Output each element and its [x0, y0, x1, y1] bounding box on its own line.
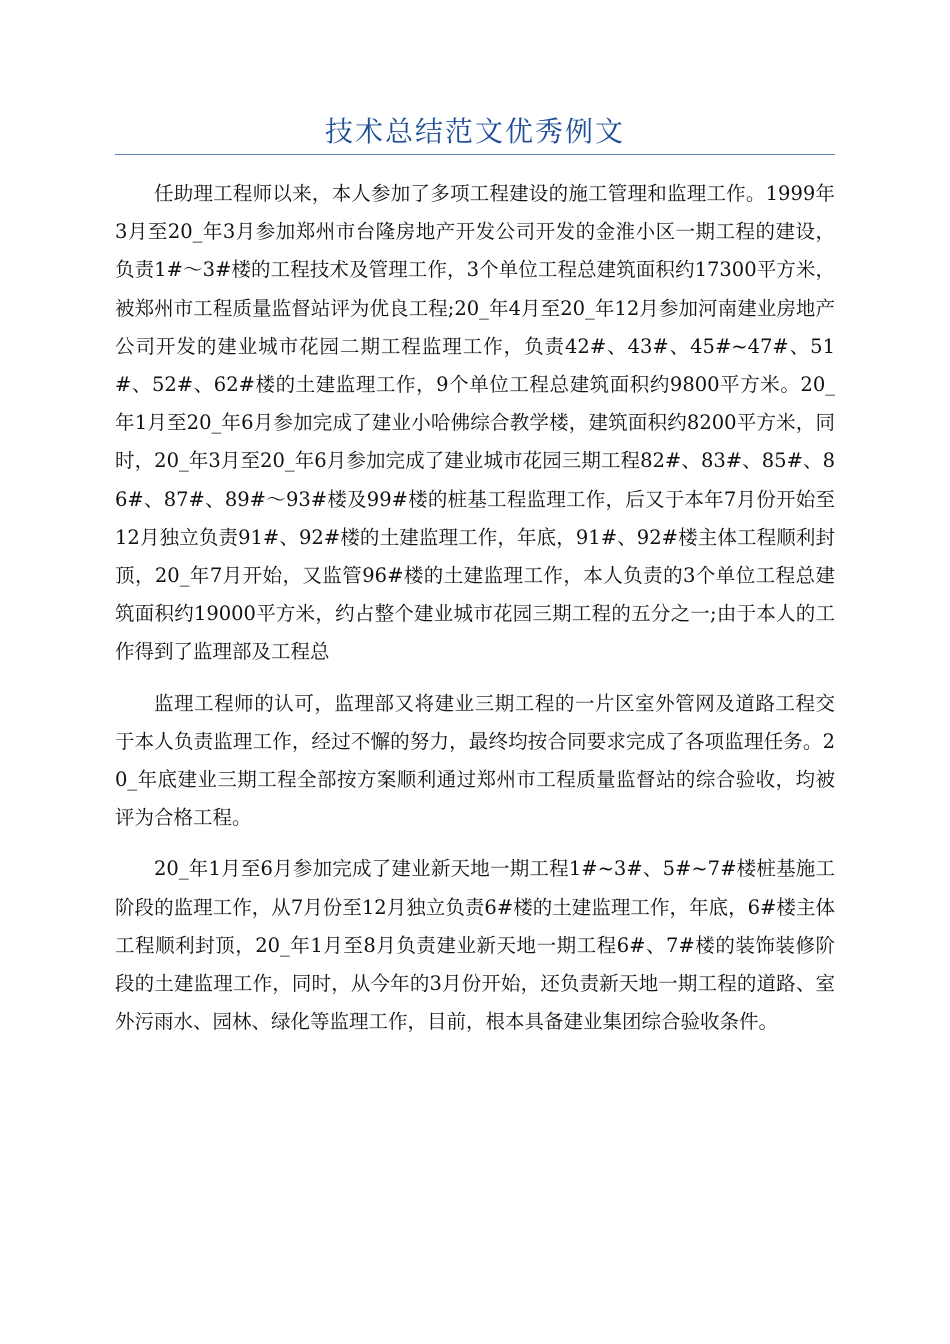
- paragraph-3: 20_年1月至6月参加完成了建业新天地一期工程1#~3#、5#~7#楼桩基施工阶段的监理工作，从7月份至12月独立负责6#楼的土建监理工作，年底，6#楼主体工程顺利封顶，20_年1月至8月负责建业新天地一期工程6#、7#楼的装饰装修阶段的土建监理工作，同时，从今年的3月份开始，还负责新天地一期工程的道路、室外污雨水、园林、绿化等监理工作，目前，根本具备建业集团综合验收条件。: [115, 857, 835, 1034]
- paragraph-1: 任助理工程师以来，本人参加了多项工程建设的施工管理和监理工作。1999年3月至20_年3月参加郑州市台隆房地产开发公司开发的金淮小区一期工程的建设，负责1#～3#楼的工程技术及管理工作，3个单位工程总建筑面积约17300平方米，被郑州市工程质量监督站评为优良工程;20_年4月至20_年12月参加河南建业房地产公司开发的建业城市花园二期工程监理工作，负责42#、43#、45#~47#、51#、52#、62#楼的土建监理工作，9个单位工程总建筑面积约9800平方米。20_年1月至20_年6月参加完成了建业小哈佛综合教学楼，建筑面积约8200平方米，同时，20_年3月至20_年6月参加完成了建业城市花园三期工程82#、83#、85#、86#、87#、89#～93#楼及99#楼的桩基工程监理工作，后又于本年7月份开始至12月独立负责91#、92#楼的土建监理工作，年底，91#、92#楼主体工程顺利封顶，20_年7月开始，又监管96#楼的土建监理工作，本人负责的3个单位工程总建筑面积约19000平方米，约占整个建业城市花园三期工程的五分之一;由于本人的工作得到了监理部及工程总: [115, 182, 835, 664]
- title-underline: [115, 154, 835, 155]
- document-body: [115, 175, 835, 1041]
- document-title: 技术总结范文优秀例文: [324, 115, 625, 148]
- paragraph-2: 监理工程师的认可，监理部又将建业三期工程的一片区室外管网及道路工程交于本人负责监理工作，经过不懈的努力，最终均按合同要求完成了各项监理任务。20_年底建业三期工程全部按方案顺利通过郑州市工程质量监督站的综合验收，均被评为合格工程。: [115, 691, 835, 830]
